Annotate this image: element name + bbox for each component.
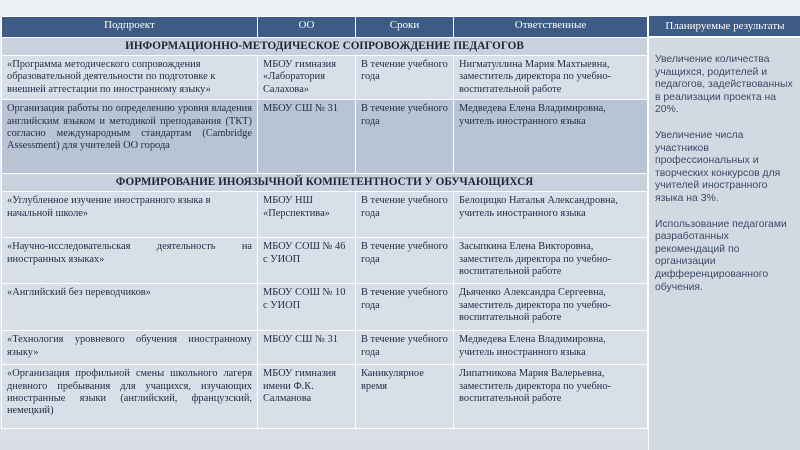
result-item: Увеличение количества учащихся, родителей и педагогов, задействованных в реализации проекта на 20%. <box>655 54 793 116</box>
table-row <box>2 100 648 174</box>
cell-org: МБОУ гимназия «Лаборатория Салахова» <box>258 56 356 100</box>
cell-org: МБОУ гимназия имени Ф.К. Салманова <box>258 365 356 429</box>
header-responsible: Ответственные <box>454 17 648 38</box>
cell-org: МБОУ СОШ № 46 с УИОП <box>258 238 356 284</box>
table-row <box>2 192 648 238</box>
cell-org: МБОУ СОШ № 10 с УИОП <box>258 284 356 331</box>
cell-org: МБОУ НШ «Перспектива» <box>258 192 356 238</box>
cell-terms: В течение учебного года <box>356 284 454 331</box>
header-project: Подпроект <box>2 17 258 38</box>
header-terms: Сроки <box>356 17 454 38</box>
result-item: Увеличение числа участников профессиональных и творческих конкурсов для учителей иностранного языка на 3%. <box>655 129 781 204</box>
section-row <box>2 174 648 192</box>
cell-responsible: Медведева Елена Владимировна, учитель иностранного языка <box>454 331 648 365</box>
cell-terms: В течение учебного года <box>356 331 454 365</box>
table-row <box>2 56 648 100</box>
cell-project: «Углубленное изучение иностранного языка в начальной школе» <box>2 192 258 238</box>
cell-responsible: Засыпкина Елена Викторовна, заместитель директора по учебно-воспитательной работе <box>454 238 648 284</box>
cell-responsible: Белоцицко Наталья Александровна, учитель иностранного языка <box>454 192 648 238</box>
cell-terms: В течение учебного года <box>356 192 454 238</box>
results-column <box>648 16 800 450</box>
cell-responsible: Дьяченко Александра Сергеевна, заместитель директора по учебно-воспитательной работе <box>454 284 648 331</box>
table-row <box>2 331 648 365</box>
table-row <box>2 238 648 284</box>
table-row <box>2 284 648 331</box>
cell-responsible: Медведева Елена Владимировна, учитель иностранного языка <box>454 100 648 174</box>
table-row <box>2 365 648 429</box>
section-title: ИНФОРМАЦИОННО-МЕТОДИЧЕСКОЕ СОПРОВОЖДЕНИЕ ПЕДАГОГОВ <box>2 38 648 56</box>
cell-project: «Технология уровневого обучения иностранному языку» <box>2 331 258 365</box>
cell-terms: В течение учебного года <box>356 238 454 284</box>
cell-project: «Научно-исследовательская деятельность на иностранных языках» <box>2 238 258 284</box>
top-strip <box>0 0 800 16</box>
result-item: Использование педагогами разработанных рекомендаций по организации дифференцированного обучения. <box>655 218 787 293</box>
cell-responsible: Липатникова Мария Валерьевна, заместитель директора по учебно-воспитательной работе <box>454 365 648 429</box>
cell-org: МБОУ СШ № 31 <box>258 331 356 365</box>
cell-org: МБОУ СШ № 31 <box>258 100 356 174</box>
cell-responsible: Нигматуллина Мария Махтыевна, заместитель директора по учебно-воспитательной работе <box>454 56 648 100</box>
section-title: ФОРМИРОВАНИЕ ИНОЯЗЫЧНОЙ КОМПЕТЕНТНОСТИ У ОБУЧАЮЩИХСЯ <box>2 174 648 192</box>
cell-project: «Программа методического сопровождения образовательной деятельности по подготовке к внешней аттестации по иностранному языку» <box>2 56 258 100</box>
cell-project: Организация работы по определению уровня владения английским языком и методикой преподавания (ТКТ) согласно международным стандартам (Cambridge Assessment) для учителей ОО города <box>2 100 258 174</box>
cell-terms: В течение учебного года <box>356 56 454 100</box>
cell-terms: В течение учебного года <box>356 100 454 174</box>
cell-terms: Каникулярное время <box>356 365 454 429</box>
projects-table <box>1 16 648 429</box>
header-org: ОО <box>258 17 356 38</box>
table-header-row <box>2 17 648 38</box>
results-body <box>649 38 800 294</box>
header-results: Планируемые результаты <box>649 16 800 38</box>
cell-project: «Организация профильной смены школьного лагеря дневного пребывания для учащихся, изучающих иностранные языки (английский, французский, немецкий) <box>2 365 258 429</box>
cell-project: «Английский без переводчиков» <box>2 284 258 331</box>
section-row <box>2 38 648 56</box>
